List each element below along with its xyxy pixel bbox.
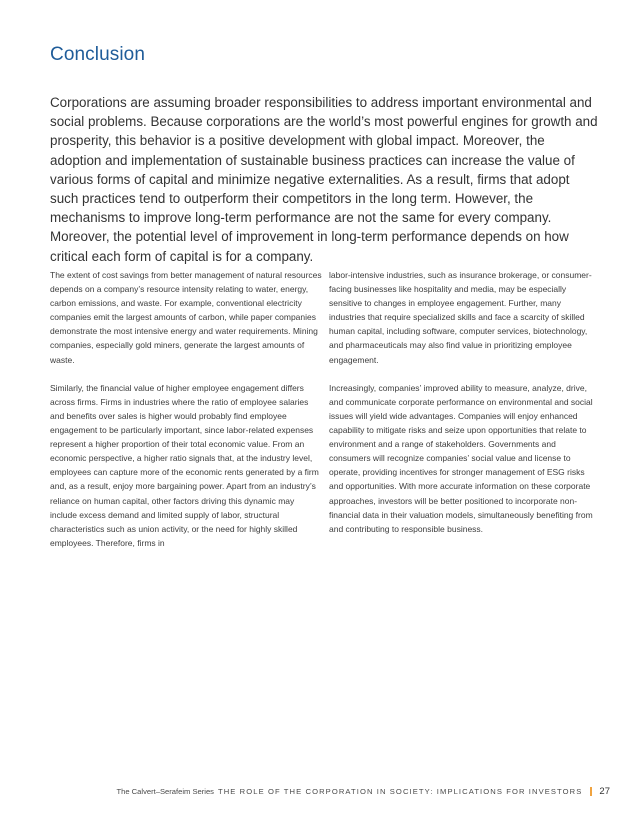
body-paragraph: The extent of cost savings from better management of natural resources depends on a company’s resource intensity relating to water, energy, carbon emissions, and waste. For example, conventional electricity companies emit the largest amounts of carbon, while paper companies demonstrate the most intensive energy and water requirements. Mining companies, especially gold miners, generate the largest amounts of waste.	[50, 270, 322, 365]
right-column	[329, 268, 597, 550]
page-title: Conclusion	[50, 44, 145, 65]
page-footer	[116, 786, 610, 797]
document-title: THE ROLE OF THE CORPORATION IN SOCIETY: IMPLICATIONS FOR INVESTORS	[217, 787, 583, 796]
lead-paragraph: Corporations are assuming broader responsibilities to address important environmental and social problems. Because corporations are the world’s most powerful engines for growth and prosperity, this behavior is a positive development with global impact. Moreover, the adoption and implementation of sustainable business practices can increase the value of various forms of capital and minimize negative externalities. As a result, firms that adopt such practices tend to outperform their competitors in the long term. However, the mechanisms to improve long-term performance are not the same for every company. Moreover, the potential level of improvement in long-term performance depends on how critical each form of capital is for a company.	[50, 95, 598, 264]
footer-separator	[590, 787, 592, 796]
body-paragraph: labor-intensive industries, such as insurance brokerage, or consumer-facing businesses like hospitality and media, may be especially sensitive to changes in employee engagement. Further, many industries that require specialized skills and face a scarcity of skilled human capital, including software, computer services, biotechnology, and pharmaceuticals may also find value in prioritizing employee engagement.	[329, 270, 592, 365]
page-number: 27	[599, 786, 610, 797]
body-paragraph: Increasingly, companies’ improved ability to measure, analyze, drive, and communicate corporate performance on environmental and social issues will yield wide advantages. Companies will enjoy enhanced capability to mitigate risks and seize upon opportunities that relate to environment and a range of stakeholders. Governments and consumers will recognize companies’ social value and license to operate, providing incentives for stronger management of ESG risks and opportunities. With more accurate information on these corporate approaches, investors will be better positioned to incorporate non-financial data in their valuation models, simultaneously benefiting from and contributing to responsible business.	[329, 382, 593, 534]
left-column	[50, 268, 322, 564]
body-paragraph: Similarly, the financial value of higher employee engagement differs across firms. Firms in industries where the ratio of employee salaries and benefits over sales is higher would probably find employee engagement to be particularly important, since labor-related expenses represent a higher proportion of their total economic value. From an economic perspective, a higher ratio signals that, at the industry level, employees can capture more of the economic rents generated by a firm and, as a result, enjoy more bargaining power. Apart from an industry’s reliance on human capital, other factors driving this dynamic may include excess demand and limited supply of labor, structural characteristics such as union activity, or the need for highly skilled employees. Therefore, firms in	[50, 382, 319, 548]
series-name: The Calvert–Serafeim Series	[116, 787, 214, 796]
